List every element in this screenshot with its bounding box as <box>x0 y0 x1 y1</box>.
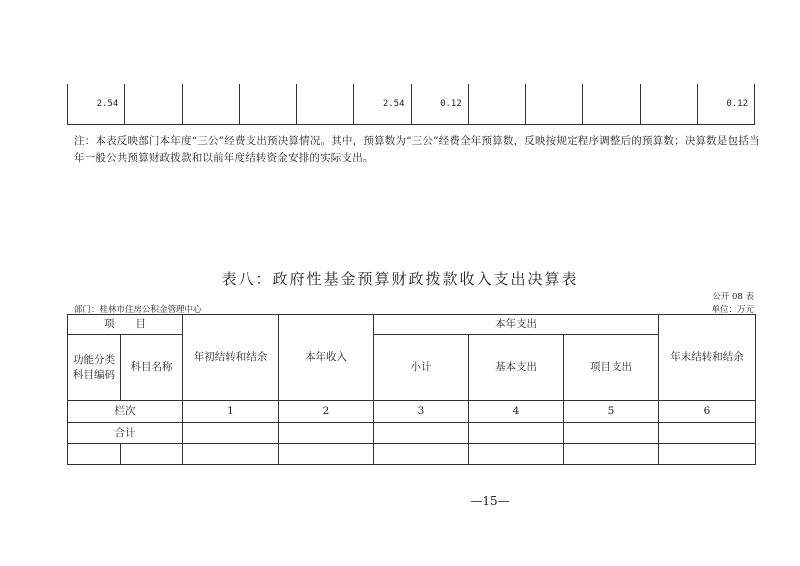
table-row <box>68 423 756 444</box>
table-cell <box>583 84 640 125</box>
table-cell <box>374 423 469 444</box>
table-cell <box>659 444 756 465</box>
table-row <box>68 444 756 465</box>
row-index-num: 1 <box>183 401 279 423</box>
table-cell <box>469 423 564 444</box>
table-note: 注：本表反映部门本年度“三公”经费支出预决算情况。其中，预算数为“三公”经费全年预算数，反映按规定程序调整后的预算数；决算数是包括当年一般公共预算财政拨款和以前年度结转资金安排的实际支出。 <box>74 135 760 164</box>
form-code: 公开 08 表 <box>712 292 754 302</box>
table-cell <box>468 84 525 125</box>
table-cell <box>279 423 374 444</box>
header-closing: 年末结转和结余 <box>659 315 756 401</box>
table-cell <box>526 84 583 125</box>
table-cell <box>640 84 697 125</box>
table-cell <box>125 84 182 125</box>
table-cell <box>183 444 279 465</box>
header-subject-name: 科目名称 <box>121 335 183 401</box>
header-func-code: 功能分类科目编码 <box>68 335 121 401</box>
table-cell <box>469 444 564 465</box>
table-row <box>68 315 756 335</box>
row-total-label: 合计 <box>68 423 183 444</box>
table-row <box>68 401 756 423</box>
table-cell <box>564 423 659 444</box>
table-cell <box>374 444 469 465</box>
table-cell <box>564 444 659 465</box>
table-cell: 2.54 <box>354 84 411 125</box>
row-index-num: 4 <box>469 401 564 423</box>
header-opening: 年初结转和结余 <box>183 315 279 401</box>
header-item: 项 目 <box>68 315 183 335</box>
table-row <box>68 84 755 125</box>
table-cell <box>121 444 183 465</box>
header-basic: 基本支出 <box>469 335 564 401</box>
row-index-num: 6 <box>659 401 756 423</box>
header-income: 本年收入 <box>279 315 374 401</box>
table-cell <box>279 444 374 465</box>
table-cell <box>297 84 354 125</box>
table-cell <box>182 84 239 125</box>
header-subtotal: 小计 <box>374 335 469 401</box>
table-row <box>68 335 756 401</box>
row-index-num: 5 <box>564 401 659 423</box>
table-cell: 0.12 <box>411 84 468 125</box>
table-cell: 0.12 <box>697 84 754 125</box>
department-label: 部门：桂林市住房公积金管理中心 <box>74 305 202 315</box>
table-cell: 2.54 <box>68 84 125 125</box>
header-expense: 本年支出 <box>374 315 659 335</box>
top-continuation-table <box>67 84 755 125</box>
table-cell <box>239 84 296 125</box>
table-cell <box>183 423 279 444</box>
fund-budget-table <box>67 314 756 465</box>
row-index-label: 栏次 <box>68 401 183 423</box>
unit-label: 单位：万元 <box>711 305 754 315</box>
table-cell <box>68 444 121 465</box>
table-cell <box>659 423 756 444</box>
row-index-num: 2 <box>279 401 374 423</box>
page-title: 表八：政府性基金预算财政拨款收入支出决算表 <box>221 270 579 288</box>
row-index-num: 3 <box>374 401 469 423</box>
page-number: —15— <box>470 494 510 508</box>
header-project: 项目支出 <box>564 335 659 401</box>
